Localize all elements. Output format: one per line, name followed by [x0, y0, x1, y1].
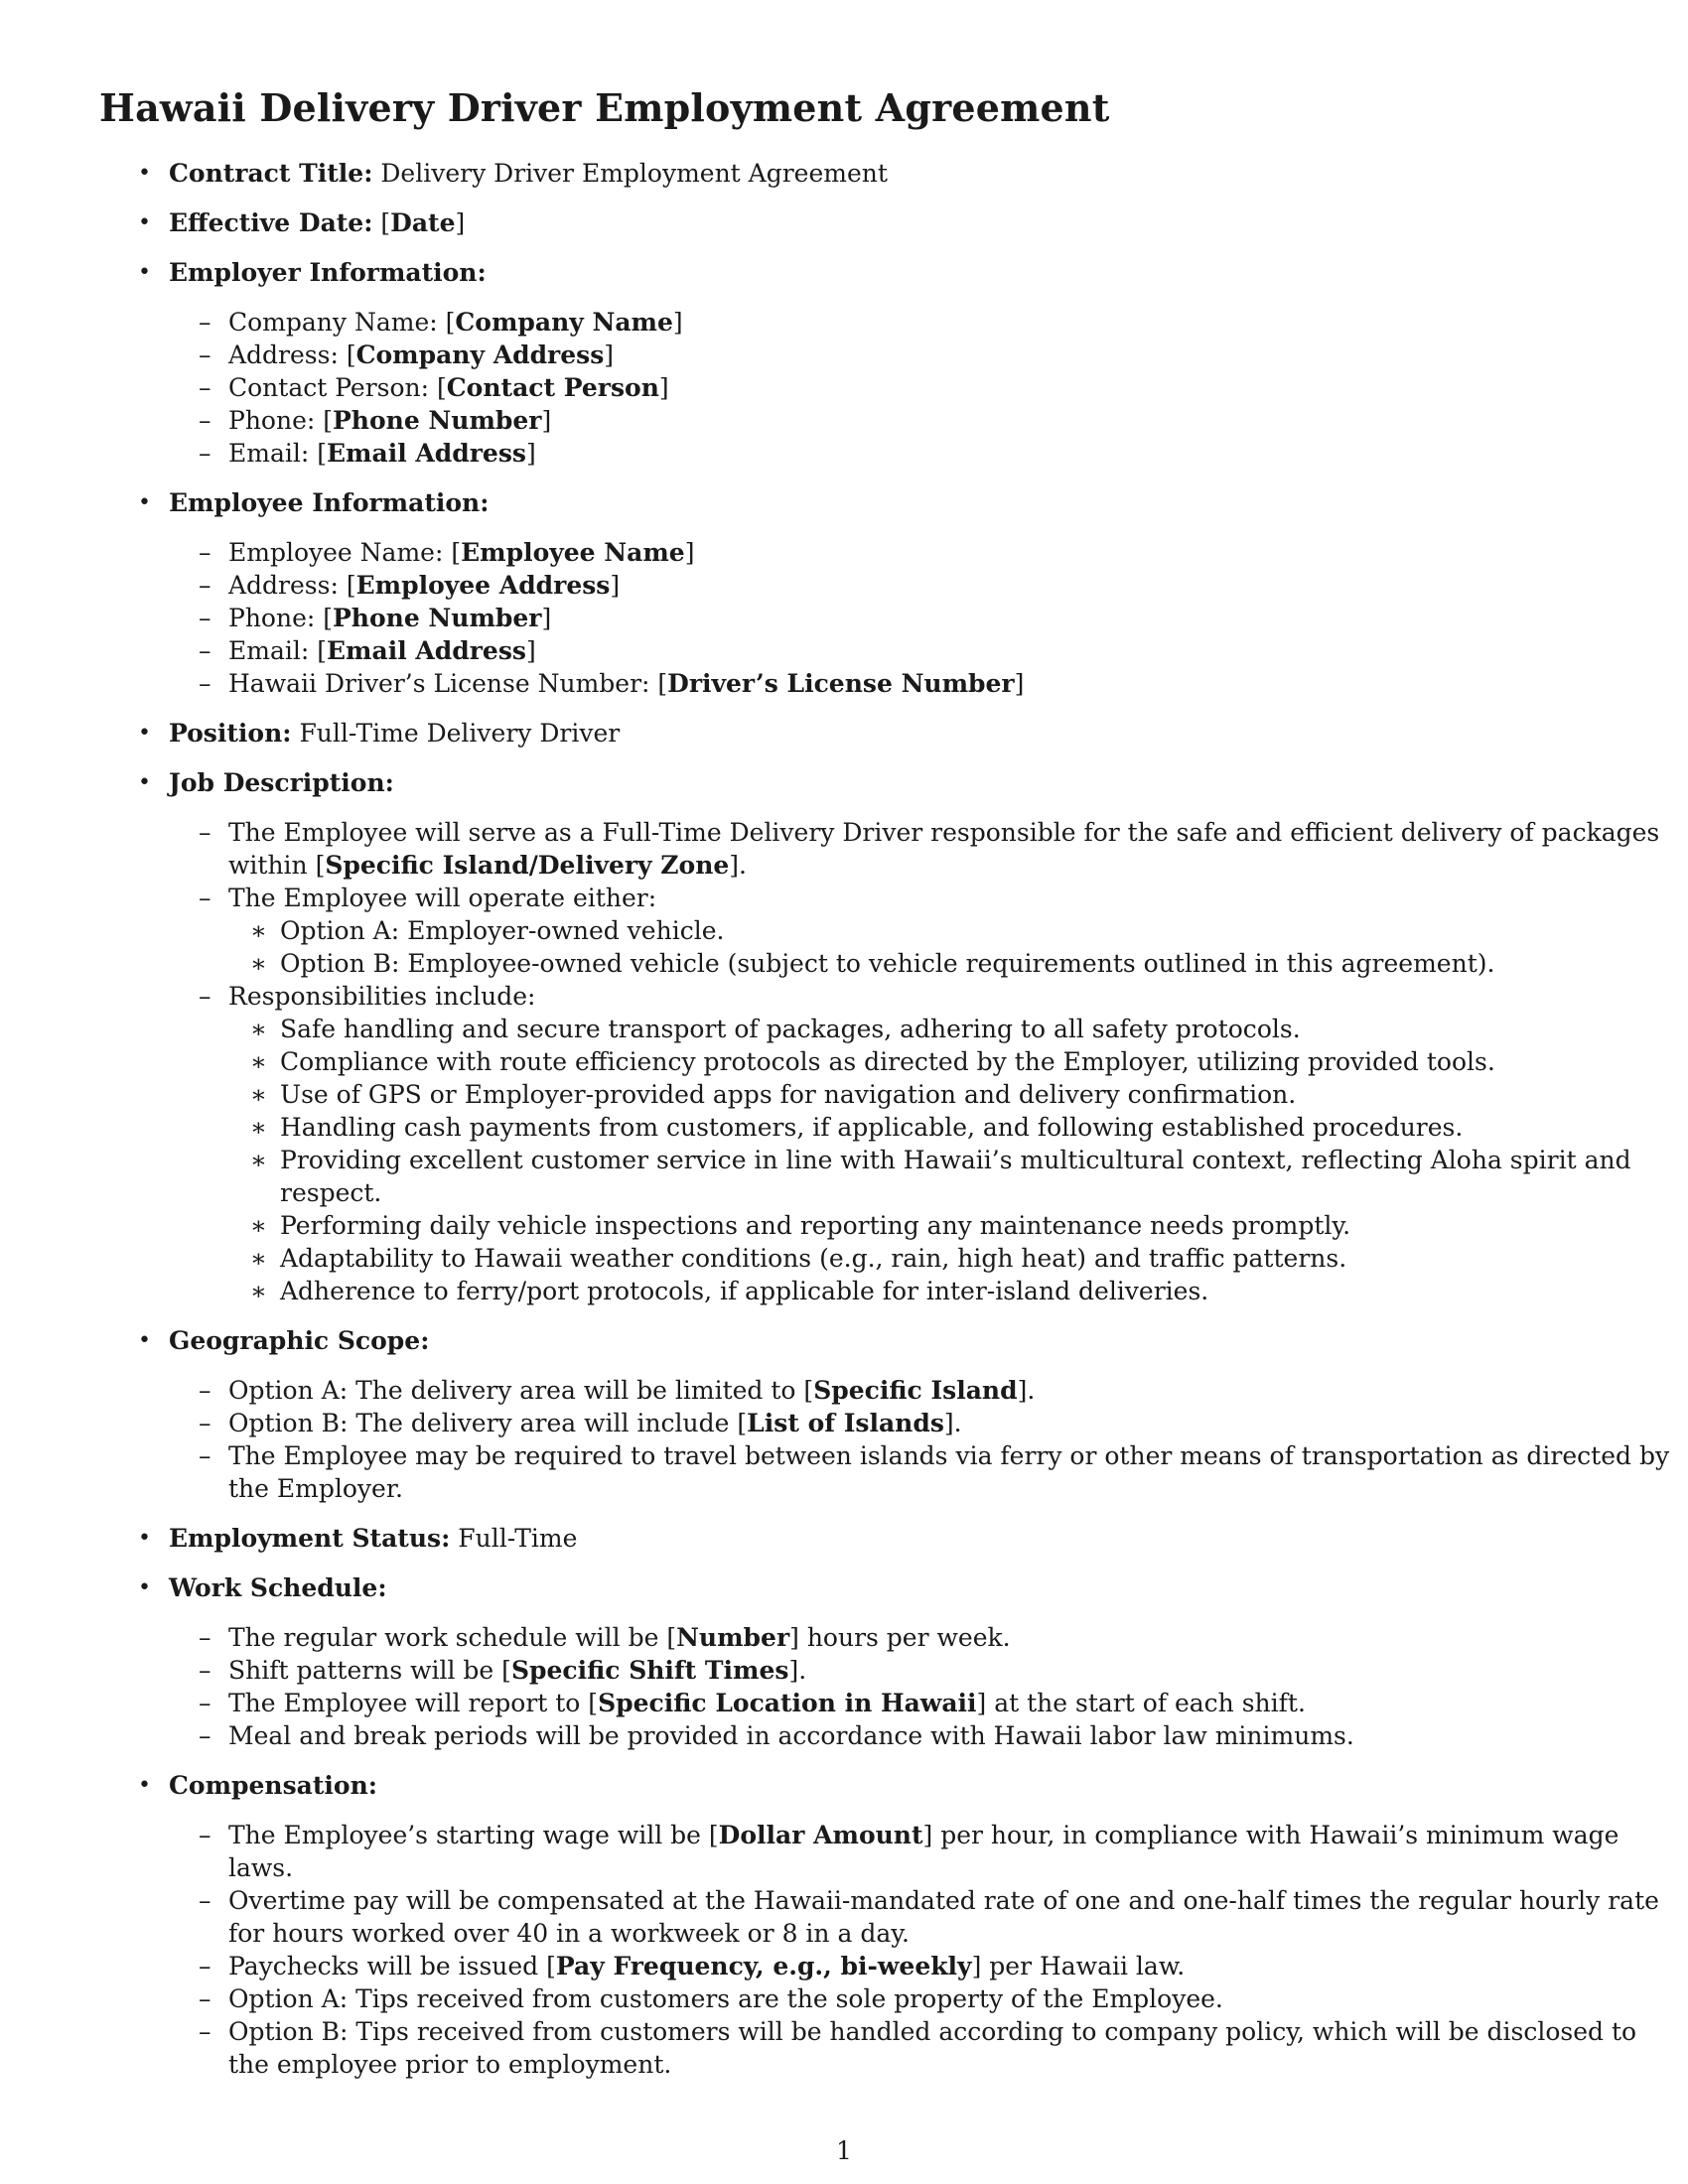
employee-email: – Email: [Email Address] [199, 636, 536, 665]
geo-travel: – The Employee may be required to travel between islands via ferry or other means of transportation as directed by [199, 1441, 1670, 1470]
work-schedule-heading: • Work Schedule: [138, 1573, 387, 1602]
bullet-icon: • [138, 770, 151, 795]
responsibility-item: ∗ Performing daily vehicle inspections and reporting any maintenance needs promptly. [250, 1211, 1351, 1240]
job-serve-line: – The Employee will serve as a Full-Time Delivery Driver responsible for the safe and efficient delivery of packages [199, 818, 1660, 847]
bullet-icon: • [138, 260, 151, 285]
employer-address: – Address: [Company Address] [199, 341, 615, 369]
responsibility-item: ∗ Safe handling and secure transport of packages, adhering to all safety protocols. [250, 1015, 1301, 1043]
employer-company-name: – Company Name: [Company Name] [199, 308, 683, 337]
bullet-icon: • [138, 210, 151, 235]
bullet-icon: • [138, 721, 151, 746]
comp-paychecks: – Paychecks will be issued [Pay Frequency, e.g., bi-weekly] per Hawaii law. [199, 1952, 1186, 1980]
geo-travel-continued: the Employer. [228, 1474, 403, 1503]
employer-heading: • Employer Information: [138, 258, 487, 287]
schedule-meal: – Meal and break periods will be provided in accordance with Hawaii labor law minimums. [199, 1721, 1354, 1750]
employer-contact-person: – Contact Person: [Contact Person] [199, 373, 669, 402]
comp-wage-continued: laws. [228, 1853, 294, 1882]
page-number: 1 [836, 2136, 852, 2165]
geo-option-b: – Option B: The delivery area will include [List of Islands]. [199, 1409, 962, 1437]
comp-tips-a: – Option A: Tips received from customers are the sole property of the Employee. [199, 1984, 1223, 2013]
responsibility-item: ∗ Adherence to ferry/port protocols, if applicable for inter-island deliveries. [250, 1277, 1209, 1305]
bullet-icon: • [138, 161, 151, 186]
schedule-report: – The Employee will report to [Specific Location in Hawaii] at the start of each shift. [199, 1689, 1306, 1717]
responsibility-item: ∗ Use of GPS or Employer-provided apps for navigation and delivery confirmation. [250, 1080, 1297, 1109]
employment-status-item: • Employment Status: Full-Time [138, 1524, 578, 1553]
job-serve-zone: within [Specific Island/Delivery Zone]. [228, 851, 747, 880]
document-title: Hawaii Delivery Driver Employment Agreement [99, 85, 1110, 130]
comp-tips-b: – Option B: Tips received from customers will be handled according to company policy, which will be disclosed to [199, 2017, 1637, 2046]
responsibility-item: ∗ Providing excellent customer service in line with Hawaii’s multicultural context, reflecting Aloha spirit and [250, 1146, 1631, 1174]
employee-license: – Hawaii Driver’s License Number: [Driver’s License Number] [199, 669, 1025, 698]
job-operate: – The Employee will operate either: [199, 884, 657, 912]
geographic-scope-heading: • Geographic Scope: [138, 1326, 430, 1355]
comp-overtime: – Overtime pay will be compensated at the Hawaii-mandated rate of one and one-half times the regular hourly rate [199, 1886, 1659, 1915]
comp-wage: – The Employee’s starting wage will be [Dollar Amount] per hour, in compliance with Hawaii’s minimum wage [199, 1821, 1619, 1849]
comp-tips-b-continued: the employee prior to employment. [228, 2050, 672, 2079]
employee-phone: – Phone: [Phone Number] [199, 604, 552, 632]
contract-title-label: Contract Title: [169, 159, 373, 188]
bullet-icon: • [138, 1773, 151, 1798]
effective-date-value: Date [390, 208, 456, 237]
bullet-icon: • [138, 1526, 151, 1551]
effective-date-item: • Effective Date: [Date] [138, 208, 466, 237]
schedule-shift: – Shift patterns will be [Specific Shift Times]. [199, 1656, 807, 1685]
job-description-heading: • Job Description: [138, 768, 394, 797]
position-item: • Position: Full-Time Delivery Driver [138, 719, 621, 748]
vehicle-option-b: ∗ Option B: Employee-owned vehicle (subject to vehicle requirements outlined in this agreement). [250, 949, 1495, 978]
bullet-icon: • [138, 490, 151, 515]
responsibility-item: ∗ Handling cash payments from customers, if applicable, and following established procedures. [250, 1113, 1464, 1142]
responsibilities-heading: – Responsibilities include: [199, 982, 536, 1011]
responsibility-item: ∗ Adaptability to Hawaii weather conditions (e.g., rain, high heat) and traffic patterns. [250, 1244, 1347, 1273]
effective-date-label: Effective Date: [169, 208, 373, 237]
employee-address: – Address: [Employee Address] [199, 571, 621, 600]
employer-phone: – Phone: [Phone Number] [199, 406, 552, 435]
contract-title-item [0, 157, 1688, 190]
employee-heading: • Employee Information: [138, 488, 490, 517]
schedule-hours: – The regular work schedule will be [Number] hours per week. [199, 1623, 1011, 1652]
bullet-icon: • [138, 1328, 151, 1353]
employer-email: – Email: [Email Address] [199, 439, 536, 468]
geo-option-a: – Option A: The delivery area will be limited to [Specific Island]. [199, 1376, 1036, 1405]
employee-name: – Employee Name: [Employee Name] [199, 538, 695, 567]
bullet-icon: • [138, 1575, 151, 1600]
contract-title-value: Delivery Driver Employment Agreement [380, 159, 888, 188]
compensation-heading: • Compensation: [138, 1771, 377, 1800]
vehicle-option-a: ∗ Option A: Employer-owned vehicle. [250, 916, 725, 945]
responsibility-item: ∗ Compliance with route efficiency protocols as directed by the Employer, utilizing provided tools. [250, 1047, 1495, 1076]
agreement-body [0, 157, 1688, 2081]
responsibility-item-continued: respect. [280, 1178, 382, 1207]
comp-overtime-continued: for hours worked over 40 in a workweek or 8 in a day. [228, 1919, 910, 1948]
